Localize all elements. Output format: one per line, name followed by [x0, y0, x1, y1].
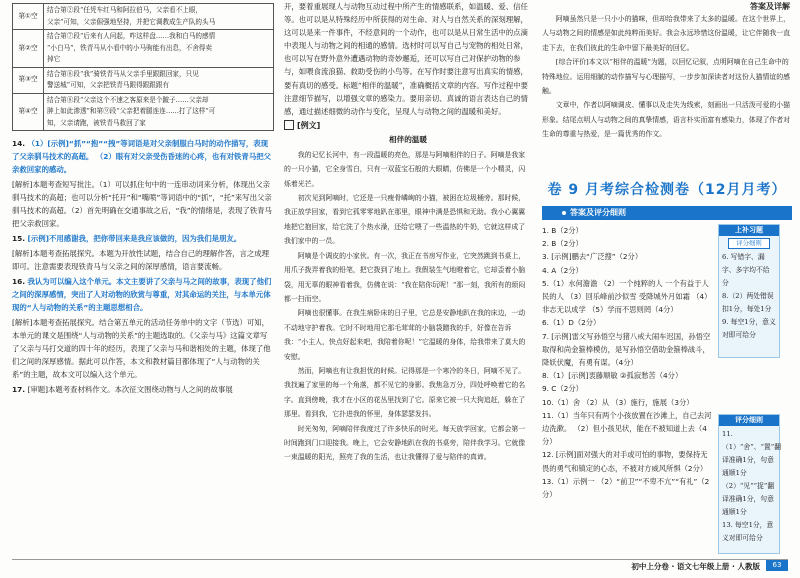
answer-item	[12, 137, 274, 176]
answer-item	[12, 232, 274, 245]
dot-icon	[562, 211, 566, 215]
page-number: 63	[766, 560, 788, 571]
answer-text: [解析]本题考查拓展探究。结合第五单元的活动任务单中的文字（节选）可知，本单元的课文是围绕“人与动物的关系”的主题选取的。《父亲与马》这篇文章写了父亲与马打交道的四十年的经历，表现了父亲与马和谐相处的主题，体现了他们之间的深厚感情。据此可以作答，本文和教材篇目都体现了“人与动物的关系”的主题，故本文可以编入这个单元。	[12, 318, 271, 379]
table-line: 结合第⑧段“我”骑铁青马从父亲手里跟跟回家，只见	[47, 69, 199, 78]
footer	[0, 559, 800, 573]
side-note-line: 9. 每空1分，意义对即可给分	[722, 318, 776, 339]
answer-line: 7. [示例]雷父写孙悟空与猪八戒大闹车迟国，孙悟空取得和尚金箍棒模仿，是写孙悟空借助金箍棒战斗，降妖伏魔，有勇有谋。（4分）	[542, 331, 711, 368]
footer-book-title: 初中上分卷 · 语文七年级上册 · 人教版	[631, 562, 760, 571]
answer-line: 12. [示例]面对强大的对手或可怕的事物，要保持无畏的勇气和镇定的心态，不被对方威风所惧（2分）	[542, 450, 708, 473]
essay-paragraph: 我的记忆长河中，有一段温暖的亮色，那是与阿嘀相伴的日子。阿嘀是我家的一只小猫，它全身雪白，只有一双蓝宝石般的大眼睛，仿佛是一个小精灵，闪烁着光芒。	[284, 150, 526, 188]
essay-paragraph: 然而，阿嘀也有让我担忧的时候。记得那是一个寒冷的冬日，阿嘀不见了。我找遍了家里的每一个角落，都不见它的身影。我焦急万分，四处呼唤着它的名字。直到傍晚，我才在小区的花丛里找到了它。原来它被一只大狗追赶，躲在了那里。看到我，它扑进我的怀里，身体瑟瑟发抖。	[284, 366, 526, 419]
table-line: 结合第⑦段“后来有人问起，咋这样盘……我和白马的感情	[47, 32, 216, 40]
answer-line: 2. B（2分）	[542, 239, 583, 249]
answer-table	[12, 3, 274, 131]
answer-item	[12, 316, 274, 381]
answer-line: 10.（1）舍 （2）从 （3）施行，施展（3分）	[542, 397, 694, 407]
table-row-label: 第④空	[13, 93, 44, 131]
answers-heading-text: 答案及评分细则	[570, 208, 626, 217]
essay-paragraph: 时光匆匆，阿嘀陪伴我度过了许多快乐的时光。每天放学回家，它都会第一时间跑到门口迎接我。晚上，它会安静地趴在我的书桌旁，陪伴我学习。它就像一束温暖的阳光，照亮了我的生活，也让我懂得了爱与陪伴的真谛。	[284, 424, 526, 462]
review-paragraph: [综合评价]本文以“相伴的温暖”为题，以回忆记叙，点明阿嘀在自己生命中的特殊地位。运用细腻的动作描写与心理描写，一步步加深读者对这份人猫情谊的感触。	[542, 58, 791, 96]
table-row	[13, 30, 274, 68]
answer-line: 4. A（2分）	[542, 265, 583, 275]
exam-title: 卷 9 月考综合检测卷（12月月考）	[547, 182, 787, 198]
column-middle	[284, 0, 532, 465]
answer-text: [审题]本题考查材料作文。本次征文围绕动物与人之间的故事展	[27, 385, 233, 394]
side-note-line: 13. 每空1分，意义对即可给分	[722, 521, 774, 542]
col1-items	[12, 137, 274, 396]
answer-line: 3. [示例]鹏去“广泛搜”（2分）	[542, 252, 643, 262]
answer-line: 1. B（2分）	[542, 226, 583, 235]
answer-text: 我认为可以编入这个单元。本文主要讲了父亲与马之间的故事，表现了他们之间的深厚感情，突出了人对动物的欣赏与尊重，对其命运的关注，与本单元体现的“人与动物的关系”的主题思想相合。	[12, 277, 272, 312]
answer-line: 11.（1）当年只有两个小孩放置在沙滩上，自己去河边洗漱。 （2）但小孩见状，能在不被知道上去（4分）	[542, 410, 712, 447]
essay-paragraph: 初次见到阿嘀时，它还是一只瘦骨嶙峋的小猫，被困在垃圾桶旁。那时候，我正放学回家，看到它孤零零地趴在那里，眼神中满是恐惧和无助。我小心翼翼地把它抱回家，给它洗了个热水澡，还给它喂了一些温热的牛奶，它就这样成了我们家中的一员。	[284, 194, 526, 246]
question-number: 14.	[12, 139, 26, 148]
footer-rule	[12, 559, 788, 560]
side-note-1	[718, 224, 780, 358]
answer-text: [解析]本题考查拓展探究。本题为开放性试题，结合自己的理解作答，言之成理即可。注意需要表现铁青马与父亲之间的深厚感情，语言要流畅。	[12, 249, 270, 271]
table-row-label: 第②空	[13, 30, 44, 68]
essay-paragraph: 阿嘀也很懂事。在我生病卧床的日子里，它总是安静地趴在我的床边，一动不动地守护着我。它时不时地用它那毛茸茸的小脑袋蹭我的手，好像在告诉我：“小主人，快点好起来吧，我陪着你呢！”它温暖的身体，给我带来了莫大的安慰。	[284, 309, 526, 361]
table-line: “小白马”，铁青马从小看中的小马驹能有出息，不舍得卖	[47, 43, 212, 52]
answer-text: （1）[示例]“抓”“抱”“拽”等词语是对父亲制服白马时的动作描写，表现了父亲驯马技术的高超。 （2）眼有对父亲受伤昏迷的心疼，也有对铁青马把父亲救回家的感动。	[12, 139, 272, 174]
essay-title: 相伴的温暖	[389, 134, 427, 144]
answer-line: 6.（1）D（2分）	[542, 318, 601, 328]
essay-end-and-review	[542, 12, 792, 142]
writing-guide: 开，要着重展现人与动物互动过程中所产生的情感联系，如温暖、爱、信任等。也可以是从特殊经历中所获得的对生命、对人与自然关系的深刻理解，这可以是来一件事件，不经意间的一个动作，也可以是从日常生活中的点滴中表现人与动物之间的相通的感情。选材时可以写自己与宠物的相处日常，也可以写在野外意外遭遇动物的奇妙邂逅，还可以写自己对保护动物的参与，如喂食流浪猫、救助受伤的小鸟等。在写作时要注意写出真实的情感，要有真切的感受。标题“相伴的温暖”，准确概括文章的内容。写作过程中要注意细节描写，以增强文章的感染力。要用亲切、真诚的语言表达自己的情感，通过描述细微的动作与变化，呈现人与动物之间的温暖和美好。	[284, 2, 529, 116]
answer-item	[12, 275, 274, 314]
table-row-content	[44, 67, 274, 93]
table-row-content	[44, 93, 274, 131]
question-number: 17.	[12, 385, 26, 394]
table-line: 掉它	[47, 55, 61, 63]
side-note-tag: 上补习题	[719, 225, 779, 236]
side-note-line: （2）“见”“捉”翻译准确1分，句意通顺1分	[722, 482, 775, 516]
table-line: 结合第②段“任凭车红马和阿拉伯马，父亲看不上眼，	[47, 6, 203, 14]
table-row-content	[44, 30, 274, 68]
table-row-label: 第①空	[13, 4, 44, 30]
table-row	[13, 4, 274, 30]
side-note-subtag: 评分细则	[728, 238, 770, 249]
answer-line: 9. C（2分）	[542, 384, 583, 394]
table-line: 知，父亲请跑，被铁青马救回了家	[47, 118, 146, 127]
answer-line: 5.（1）水何澹澹 （2）一个纯粹的人 一个有益于人民的人 （3）回乐峰前沙似雪 受降城外月如霜 （4）非志无以成学 （5）学而不思则罔（4分）	[542, 278, 712, 315]
question-number: 16.	[12, 277, 26, 286]
essay-body	[284, 148, 532, 465]
review-paragraph: 文章中，作者以阿嘀调皮、懂事以及走失为线索，刻画出一只活泼可爱的小猫形象。结尾点明人与动物之间的真挚情感，语言朴实而富有感染力，体现了作者对生命的尊重与热爱，是一篇优秀的作文。	[542, 101, 791, 139]
side-note-line: 11.（1）“舍”、“置”翻译准确1分，句意通顺1分	[722, 430, 782, 477]
table-row	[13, 67, 274, 93]
table-row	[13, 93, 274, 131]
answer-text: [示例]不用感谢我，把你带回来是我应该做的，因为我们是朋友。	[27, 234, 242, 243]
answer-item	[12, 178, 274, 230]
answer-item	[12, 383, 274, 396]
example-label-text: [例文]	[297, 120, 321, 130]
header-title: 答案及详解	[750, 2, 790, 11]
question-number: 15.	[12, 234, 26, 243]
answer-item	[12, 247, 274, 273]
side-note-tag: 评分细则	[719, 415, 779, 426]
side-note-line: 8.（2）两处错误扣1分，每处1分	[722, 292, 774, 313]
table-line: 父亲”可知，父亲倔强地坚持，并把它调教成生产队的头马	[47, 17, 216, 26]
column-left	[12, 0, 274, 396]
square-icon	[284, 120, 294, 130]
side-note-2	[718, 414, 780, 554]
review-paragraph: 阿嘀虽然只是一只小小的猫咪，但却给我带来了太多的温暖。在这个世界上，人与动物之间的情感是如此纯粹而美好。我会永远珍惜这份温暖，让它伴随我一直走下去，在我们彼此的生命中留下最美好的回忆。	[542, 15, 791, 52]
answer-list	[542, 224, 712, 501]
table-line: 警送城”可知，父亲把铁青马跟得跟跟跟有	[47, 81, 170, 89]
table-line: 肿上如此渗透”和第⑨段“父亲把着腿连连……打了这样”可	[47, 107, 216, 115]
example-label	[284, 120, 532, 131]
answer-line: 8.（1）[示例]衷藤顺敏 ②孤寂愁苦（4分）	[542, 371, 683, 381]
answers-heading-bar	[542, 206, 792, 220]
side-note-line: 6. 写错字、漏字、多字均不给分	[722, 253, 770, 287]
answer-text: [解析]本题考查短写批注。（1）可以抓住句中的一连串动词来分析，体现出父亲驯马技术的高超；也可以分析“托开”和“嘴喷”等词语中的“抓”，“托”来写出父亲驯马技术的高超。（2）首先明确在交通事故之后，“我”的情绪是，表现了铁青马把父亲救回家。	[12, 180, 272, 228]
table-row-content	[44, 4, 274, 30]
table-line: 结合第⑧段“父亲这个不速之客原来是个跛子……父亲却	[47, 95, 209, 104]
column-right	[542, 12, 792, 142]
answer-line: 13.（1）示例一 （2）“前卫”“不卑不亢”“有礼”（2分）	[542, 476, 710, 500]
table-row-label: 第③空	[13, 67, 44, 93]
essay-paragraph: 阿嘀是个调皮的小家伙。有一次，我正在书房写作业，它突然跳到书桌上，用爪子拨弄着我的铅笔，把它拨到了地上。我假装生气地瞪着它，它却歪着小脑袋，用无辜的眼神看着我，仿佛在说：“我在陪你玩呢！”那一刻，我所有的烦闷都一扫而空。	[284, 251, 526, 303]
